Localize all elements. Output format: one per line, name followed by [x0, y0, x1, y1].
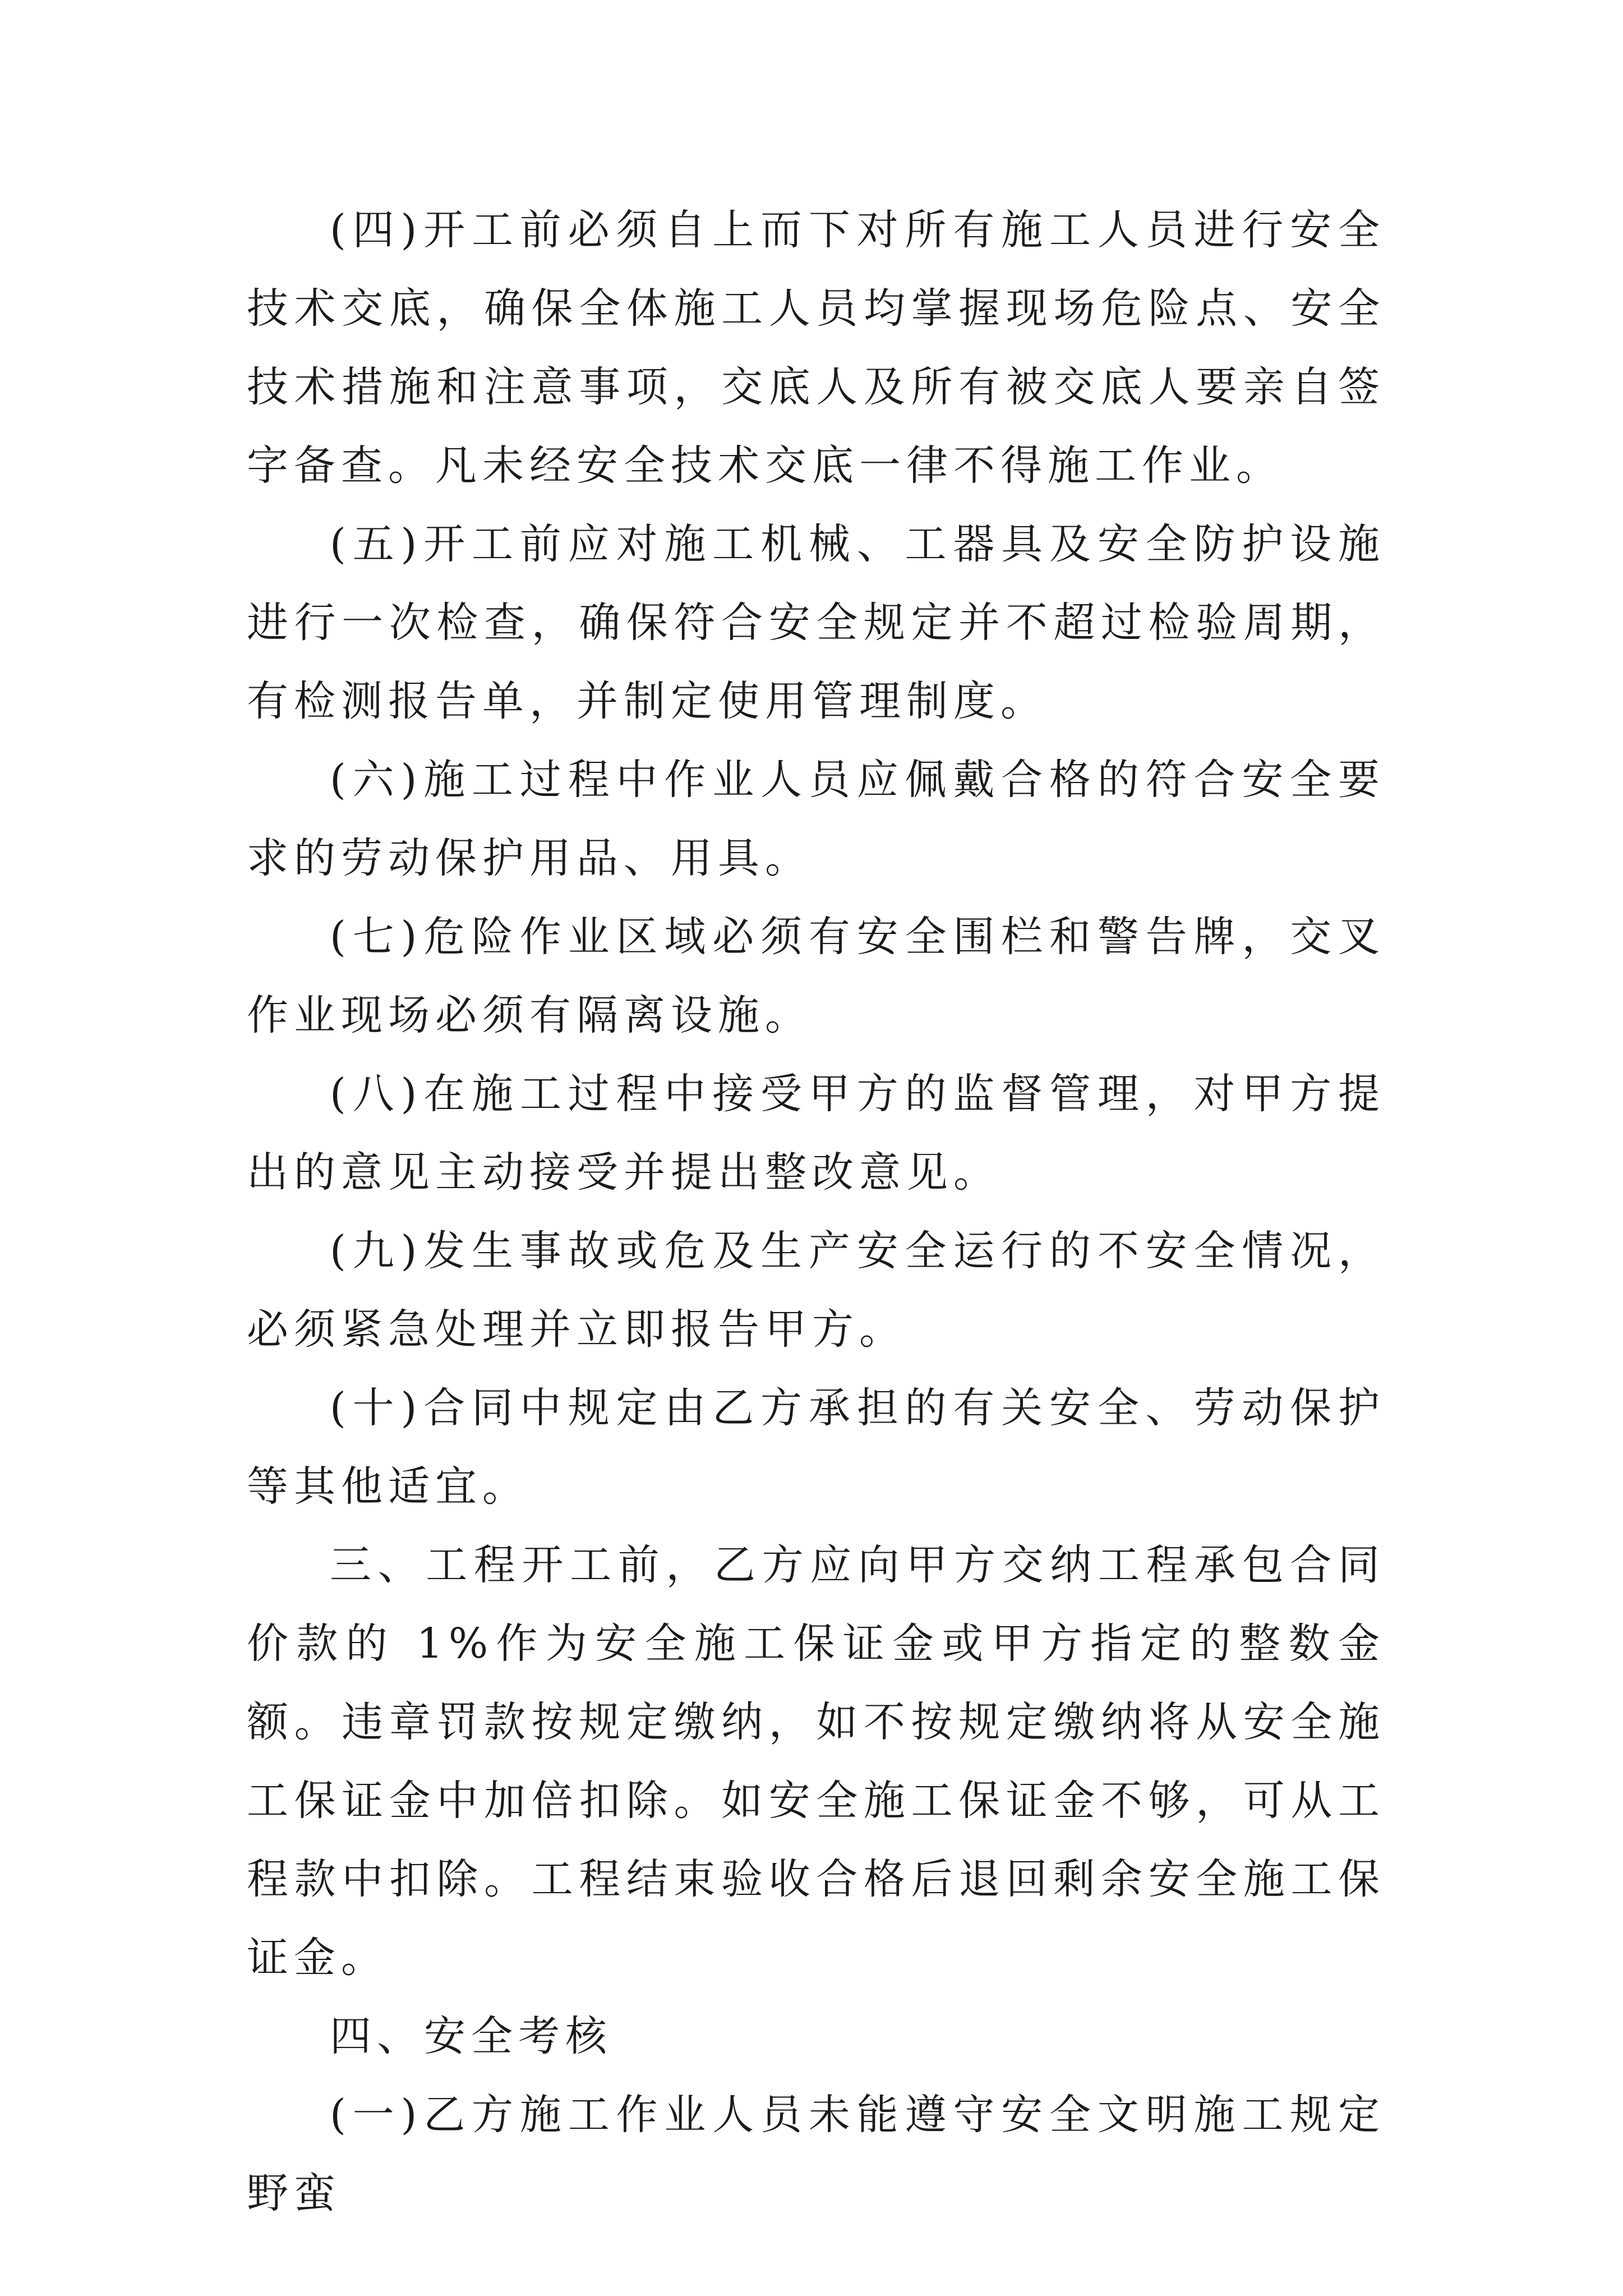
section-three-paragraph: 三、工程开工前，乙方应向甲方交纳工程承包合同价款的 1%作为安全施工保证金或甲方指定的整数金额。违章罚款按规定缴纳，如不按规定缴纳将从安全施工保证金中加倍扣除。如安全施工保证金不够，可从工程款中扣除。工程结束验收合格后退回剩余安全施工保证金。: [247, 1541, 1385, 1982]
paragraph-item-10: (十)合同中规定由乙方承担的有关安全、劳动保护等其他适宜。: [247, 1384, 1385, 1511]
paragraph-item-1: (一)乙方施工作业人员未能遵守安全文明施工规定野蛮: [247, 2091, 1385, 2217]
paragraph-item-8: (八)在施工过程中接受甲方的监督管理，对甲方提出的意见主动接受并提出整改意见。: [247, 1070, 1385, 1197]
paragraph-item-5: (五)开工前应对施工机械、工器具及安全防护设施进行一次检查，确保符合安全规定并不超过检验周期，有检测报告单，并制定使用管理制度。: [247, 520, 1385, 725]
paragraph-item-4: (四)开工前必须自上而下对所有施工人员进行安全技术交底，确保全体施工人员均掌握现场危险点、安全技术措施和注意事项，交底人及所有被交底人要亲自签字备查。凡未经安全技术交底一律不得施工作业。: [247, 206, 1385, 490]
section-four-heading: 四、安全考核: [330, 2012, 612, 2060]
paragraph-item-7: (七)危险作业区域必须有安全围栏和警告牌，交叉作业现场必须有隔离设施。: [247, 913, 1385, 1039]
document-body: [247, 191, 1385, 2233]
paragraph-item-9: (九)发生事故或危及生产安全运行的不安全情况，必须紧急处理并立即报告甲方。: [247, 1227, 1385, 1354]
paragraph-item-6: (六)施工过程中作业人员应佩戴合格的符合安全要求的劳动保护用品、用具。: [247, 756, 1385, 882]
